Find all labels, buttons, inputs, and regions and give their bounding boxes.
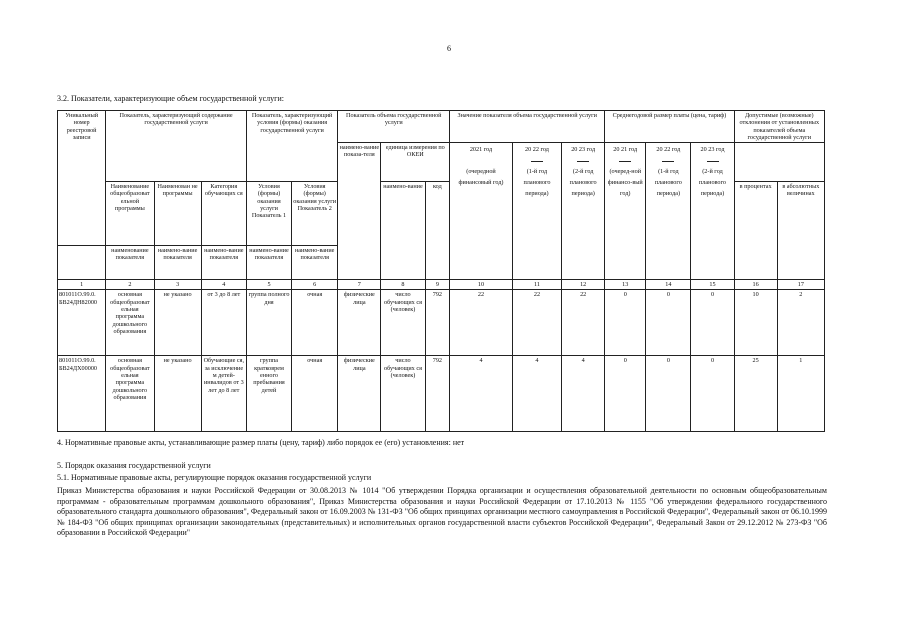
table-row [58,356,825,432]
unit-name: число обучающих ся (человек) [381,356,425,432]
header-unit-okei: единица измерения по ОКЕИ [381,143,450,182]
value-2021: 22 [450,290,513,356]
program-name: основная общеобразоват ельная программа дошкольного образования [106,290,154,356]
header-fee-2022: 20 22 год (1-й год планового периода) [646,143,691,280]
col-number: 1 [58,280,106,290]
value-2023: 4 [562,356,605,432]
program-name: основная общеобразоват ельная программа дошкольного образования [106,356,154,432]
col-number: 16 [734,280,777,290]
col-number: 12 [562,280,605,290]
fee-2021: 0 [605,356,646,432]
deviation-percent: 10 [734,290,777,356]
service-procedure-heading: 5. Порядок оказания государственной услуги [57,461,211,470]
indicator-name-label: наимено-вание показателя [154,246,201,280]
volume-indicators-table [57,110,825,432]
header-condition-indicator: Показатель, характеризующий условия (формы) оказания государственной услуги [246,111,337,182]
indicator-name-label: наимено-вание показателя [246,246,291,280]
header-content-indicator: Показатель, характеризующий содержание государственной услуги [106,111,247,182]
unit-name: число обучающих ся (человек) [381,290,425,356]
col-number: 3 [154,280,201,290]
registry-id: 801011О.99.0. БВ24ДН82000 [58,290,106,356]
header-fee-2023: 20 23 год (2-й год планового периода) [691,143,734,280]
header-condition-1: Условия (формы) оказания услуги Показатель 1 [246,182,291,246]
volume-name: физические лица [338,290,381,356]
fee-2022: 0 [646,356,691,432]
procedure-legal-acts-text: Приказ Министерства образования и науки Российской Федерации от 30.08.2013 № 1014 "Об утверждении Порядка организации и осуществления образовательной деятельности по основным общеобразовательным программам - образовательным программам дошкольного образования", Приказ Министерства образования и науки Российской Федерации от 17.10.2013 № 1155 "Об утверждении федерального государственного образовательного стандарта дошкольного образования", Федеральный закон от 16.09.2003 № 131-ФЗ "Об общих принципах организации местного самоуправления в Российской Федерации", Федеральный закон от 06.10.1999 № 184-ФЗ "Об общих принципах организации законодательных (представительных) и исполнительных органов государственной власти субъектов Российской Федерации", Федеральный Закон от 29.12.2012 № 273-ФЗ "Об образовании в Российской Федерации" [57,486,827,538]
col-number: 11 [512,280,561,290]
condition-1: группа полного дня [246,290,291,356]
header-volume-name: наимено-вание показа-теля [338,143,381,280]
deviation-percent: 25 [734,356,777,432]
condition-2: очная [292,290,338,356]
procedure-legal-acts-heading: 5.1. Нормативные правовые акты, регулирующие порядок оказания государственной услуги [57,473,372,482]
unit-code: 792 [425,356,450,432]
header-program-name: Наименование общеобразоват ельной программы [106,182,154,246]
header-percent: в процентах [734,182,777,280]
header-volume-indicator: Показатель объема государственной услуги [338,111,450,143]
col-number: 5 [246,280,291,290]
indicator-name-label: наимено-вание показателя [292,246,338,280]
value-2021: 4 [450,356,513,432]
col-number: 14 [646,280,691,290]
col-number: 13 [605,280,646,290]
value-2022: 4 [512,356,561,432]
fee-legal-acts: 4. Нормативные правовые акты, устанавливающие размер платы (цену, тариф) либо порядок ее (его) установления: нет [57,438,465,447]
header-unit-code: код [425,182,450,280]
header-annual-fee: Среднегодовой размер платы (цена, тариф) [605,111,734,143]
header-student-category: Категория обучающих ся [201,182,246,246]
header-allowed-deviation: Допустимые (возможные) отклонения от установленных показателей объема государственной услуги [734,111,824,143]
value-2023: 22 [562,290,605,356]
section-title: 3.2. Показатели, характеризующие объем государственной услуги: [57,94,284,103]
col-number: 8 [381,280,425,290]
col-number: 2 [106,280,154,290]
fee-2023: 0 [691,290,734,356]
student-category: Обучающие ся, за исключение м детей-инвалидов от 3 лет до 8 лет [201,356,246,432]
condition-2: очная [292,356,338,432]
col-number: 4 [201,280,246,290]
fee-2021: 0 [605,290,646,356]
col-number: 7 [338,280,381,290]
col-number: 6 [292,280,338,290]
deviation-absolute: 2 [777,290,824,356]
program: не указано [154,356,201,432]
indicator-name-label: наимено-вание показателя [201,246,246,280]
header-year-2022: 20 22 год (1-й год планового периода) [512,143,561,280]
header-fee-2021: 20 21 год (очеред-ной финансо-вый год) [605,143,646,280]
fee-2022: 0 [646,290,691,356]
fee-2023: 0 [691,356,734,432]
header-unique-number: Уникальный номер реестровой записи [58,111,106,246]
col-number: 10 [450,280,513,290]
header-program: Наименован не программы [154,182,201,246]
condition-1: группа кратковрем енного пребывания детей [246,356,291,432]
col-number: 9 [425,280,450,290]
table-row [58,290,825,356]
header-year-2023: 20 23 год (2-й год планового периода) [562,143,605,280]
student-category: от 3 до 8 лет [201,290,246,356]
page-number: 6 [447,44,451,53]
header-unit-name: наимено-вание [381,182,425,280]
deviation-absolute: 1 [777,356,824,432]
program: не указано [154,290,201,356]
unit-code: 792 [425,290,450,356]
header-volume-value: Значение показателя объема государственной услуги [450,111,605,143]
indicator-name-label: наименование показателя [106,246,154,280]
col-number: 17 [777,280,824,290]
value-2022: 22 [512,290,561,356]
header-condition-2: Условия (формы) оказания услуги Показатель 2 [292,182,338,246]
volume-name: физические лица [338,356,381,432]
col-number: 15 [691,280,734,290]
registry-id: 801011О.99.0. БВ24ДХ00000 [58,356,106,432]
header-year-2021: 2021 год (очередной финансовый год) [450,143,513,280]
header-absolute: в абсолютных величинах [777,182,824,280]
